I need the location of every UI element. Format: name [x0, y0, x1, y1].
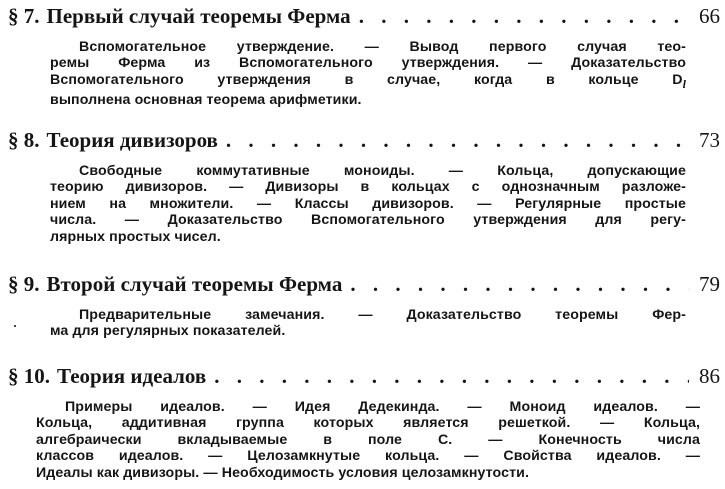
section-title: Теория идеалов [57, 364, 207, 388]
page-number: 86 [699, 364, 720, 388]
summary-line: ма для регулярных показателей. [50, 323, 286, 340]
section-heading [8, 272, 720, 298]
section-number: § 7. [8, 4, 40, 28]
section-number: § 8. [8, 128, 40, 152]
summary-line-text: Вспомогательного утверждения в случае, когда в кольце D [50, 71, 683, 88]
summary-line: Идеалы как дивизоры. — Необходимость условия целозамкнутости. [36, 464, 529, 481]
subscript-l: l [682, 76, 686, 91]
section-summary [50, 163, 686, 245]
summary-line: лярных простых чисел. [50, 228, 221, 245]
summary-line: алгебраически вкладываемые в поле С. — Конечность числа [36, 431, 700, 448]
summary-line: ремы Ферма из Вспомогательного утверждения. — Доказательство [50, 55, 686, 72]
summary-line: теорию дивизоров. — Дивизоры в кольцах с однозначным разложе- [50, 179, 686, 196]
section-summary [50, 39, 686, 108]
page-number: 73 [699, 128, 720, 152]
dot-leader [359, 4, 689, 29]
dot-leader [226, 128, 689, 153]
section-heading [8, 4, 720, 30]
section-number: § 9. [8, 272, 40, 296]
summary-line [50, 72, 686, 92]
summary-line: нием на множители. — Классы дивизоров. — Регулярные простые [50, 195, 686, 212]
print-speck [14, 325, 16, 327]
dot-leader [214, 364, 689, 389]
section-heading [8, 128, 720, 154]
page-number: 79 [699, 272, 720, 296]
summary-line: числа. — Доказательство Вспомогательного утверждения для регу- [50, 212, 686, 229]
page-number: 66 [699, 4, 720, 28]
section-title: Теория дивизоров [46, 128, 218, 152]
summary-line: Свободные коммутативные моноиды. — Кольца, допускающие [79, 163, 686, 179]
summary-line: Кольца, аддитивная группа которых является решеткой. — Кольца, [36, 415, 700, 432]
section-title: Второй случай теоремы Ферма [46, 272, 343, 296]
section-number: § 10. [8, 364, 50, 388]
section-summary [50, 307, 686, 340]
summary-line: Примеры идеалов. — Идея Дедекинда. — Моноид идеалов. — [65, 399, 700, 415]
summary-line: выполнена основная теорема арифметики. [50, 92, 362, 109]
section-heading [8, 364, 720, 390]
summary-line: классов идеалов. — Целозамкнутые кольца. — Свойства идеалов. — [36, 448, 700, 465]
section-title: Первый случай теоремы Ферма [46, 4, 351, 28]
dot-leader [350, 272, 689, 297]
section-summary [36, 399, 700, 481]
summary-line: Вспомогательное утверждение. — Вывод первого случая тео- [79, 39, 686, 55]
summary-line: Предварительные замечания. — Доказательство теоремы Фер- [79, 307, 686, 323]
